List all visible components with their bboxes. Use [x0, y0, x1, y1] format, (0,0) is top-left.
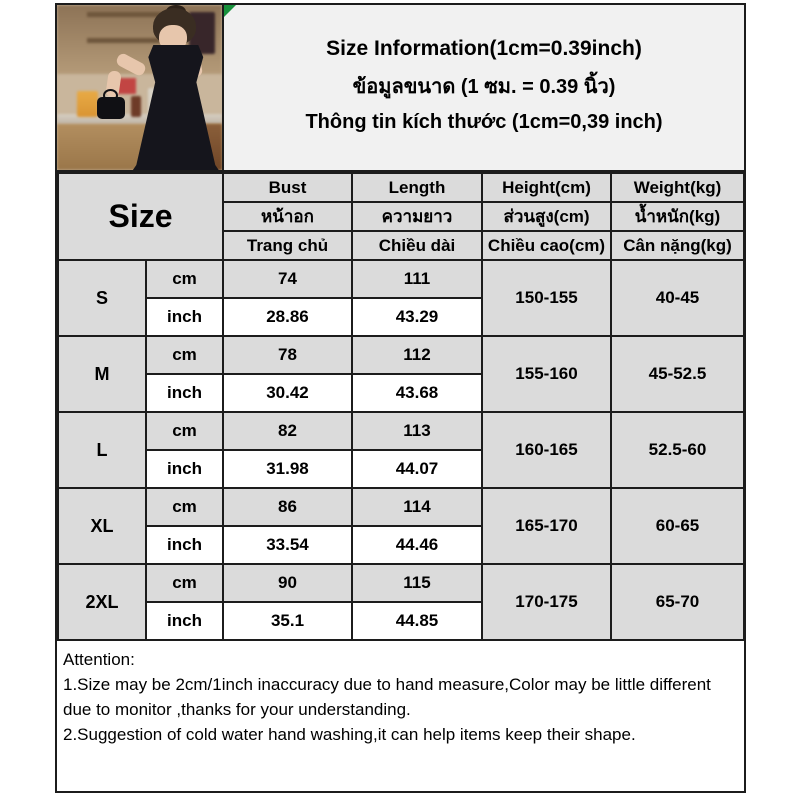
- col-header-length-vi: Chiều dài: [352, 231, 482, 260]
- size-table: [57, 172, 745, 641]
- weight-2xl: 65-70: [611, 564, 744, 640]
- weight-xl: 60-65: [611, 488, 744, 564]
- bust-inch-s: 28.86: [223, 298, 352, 336]
- bust-cm-s: 74: [223, 260, 352, 298]
- bust-inch-m: 30.42: [223, 374, 352, 412]
- unit-inch: inch: [146, 298, 223, 336]
- size-cell-l: L: [58, 412, 146, 488]
- length-inch-xl: 44.46: [352, 526, 482, 564]
- row-s-cm: [58, 260, 744, 298]
- height-2xl: 170-175: [482, 564, 611, 640]
- col-header-length-en: Length: [352, 173, 482, 202]
- unit-cm: cm: [146, 412, 223, 450]
- unit-inch: inch: [146, 450, 223, 488]
- unit-inch: inch: [146, 602, 223, 640]
- title-box: [224, 5, 744, 170]
- row-xl-cm: [58, 488, 744, 526]
- col-header-bust-vi: Trang chủ: [223, 231, 352, 260]
- unit-cm: cm: [146, 336, 223, 374]
- attention-heading: Attention:: [63, 650, 135, 669]
- cup: [131, 96, 141, 117]
- attention-line-2: 2.Suggestion of cold water hand washing,it can help items keep their shape.: [63, 725, 636, 744]
- weight-s: 40-45: [611, 260, 744, 336]
- attention-line-1: 1.Size may be 2cm/1inch inaccuracy due to hand measure,Color may be little different due to monitor ,thanks for your understanding.: [63, 675, 711, 719]
- row-m-cm: [58, 336, 744, 374]
- attention-section: [57, 641, 744, 791]
- col-header-height-en: Height(cm): [482, 173, 611, 202]
- size-cell-s: S: [58, 260, 146, 336]
- row-l-cm: [58, 412, 744, 450]
- length-cm-xl: 114: [352, 488, 482, 526]
- col-header-weight-en: Weight(kg): [611, 173, 744, 202]
- length-cm-m: 112: [352, 336, 482, 374]
- unit-inch: inch: [146, 526, 223, 564]
- bust-inch-xl: 33.54: [223, 526, 352, 564]
- height-m: 155-160: [482, 336, 611, 412]
- weight-l: 52.5-60: [611, 412, 744, 488]
- title-vietnamese: Thông tin kích thước (1cm=0,39 inch): [305, 111, 663, 133]
- length-inch-2xl: 44.85: [352, 602, 482, 640]
- bust-inch-l: 31.98: [223, 450, 352, 488]
- handbag: [97, 97, 125, 118]
- col-header-weight-th: น้ำหนัก(kg): [611, 202, 744, 231]
- size-cell-2xl: 2XL: [58, 564, 146, 640]
- height-xl: 165-170: [482, 488, 611, 564]
- top-section: [57, 5, 744, 172]
- col-header-bust-th: หน้าอก: [223, 202, 352, 231]
- product-photo: [57, 5, 224, 170]
- bust-cm-2xl: 90: [223, 564, 352, 602]
- length-cm-2xl: 115: [352, 564, 482, 602]
- col-header-length-th: ความยาว: [352, 202, 482, 231]
- title-thai: ข้อมูลขนาด (1 ซม. = 0.39 นิ้ว): [352, 76, 616, 98]
- height-l: 160-165: [482, 412, 611, 488]
- size-header-cell: Size: [58, 173, 223, 260]
- col-header-bust-en: Bust: [223, 173, 352, 202]
- unit-cm: cm: [146, 564, 223, 602]
- bust-cm-l: 82: [223, 412, 352, 450]
- unit-cm: cm: [146, 488, 223, 526]
- size-chart-frame: [55, 3, 746, 793]
- bust-cm-xl: 86: [223, 488, 352, 526]
- unit-cm: cm: [146, 260, 223, 298]
- paper-bag: [77, 91, 98, 117]
- weight-m: 45-52.5: [611, 336, 744, 412]
- length-inch-m: 43.68: [352, 374, 482, 412]
- size-cell-m: M: [58, 336, 146, 412]
- length-cm-l: 113: [352, 412, 482, 450]
- col-header-height-th: ส่วนสูง(cm): [482, 202, 611, 231]
- length-cm-s: 111: [352, 260, 482, 298]
- bust-inch-2xl: 35.1: [223, 602, 352, 640]
- title-english: Size Information(1cm=0.39inch): [326, 37, 642, 60]
- col-header-height-vi: Chiều cao(cm): [482, 231, 611, 260]
- corner-flag-icon: [224, 5, 236, 17]
- bust-cm-m: 78: [223, 336, 352, 374]
- col-header-weight-vi: Cân nặng(kg): [611, 231, 744, 260]
- length-inch-l: 44.07: [352, 450, 482, 488]
- unit-inch: inch: [146, 374, 223, 412]
- header-row-english: [58, 173, 744, 202]
- length-inch-s: 43.29: [352, 298, 482, 336]
- row-2xl-cm: [58, 564, 744, 602]
- size-cell-xl: XL: [58, 488, 146, 564]
- height-s: 150-155: [482, 260, 611, 336]
